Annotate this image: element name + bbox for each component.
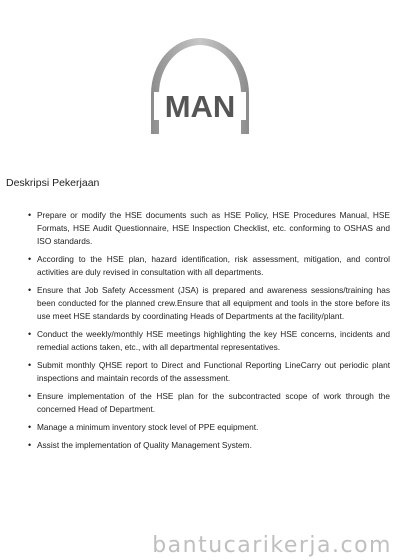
site-watermark: bantucarikerja.com (152, 533, 392, 558)
duty-text: According to the HSE plan, hazard identification, risk assessment, mitigation, and control activities are duly revised in consultation with all departments. (37, 254, 390, 277)
duty-item (28, 439, 390, 452)
bullet: • (28, 360, 32, 370)
bullet: • (28, 285, 32, 295)
bullet: • (28, 329, 32, 339)
bullet: • (28, 391, 32, 401)
man-logo (145, 30, 255, 135)
duty-item (28, 328, 390, 354)
duty-item (28, 359, 390, 385)
bullet: • (28, 440, 32, 450)
bullet: • (28, 210, 32, 220)
duty-text: Ensure implementation of the HSE plan for the subcontracted scope of work through the concerned Head of Department. (37, 391, 390, 414)
bullet: • (28, 254, 32, 264)
duty-text: Submit monthly QHSE report to Direct and Functional Reporting LineCarry out periodic plant inspections and maintain records of the assessment. (37, 360, 390, 383)
duty-text: Ensure that Job Safety Accessment (JSA) is prepared and awareness sessions/training has been conducted for the planned crew.Ensure that all equipment and tools in the store before its use meet HSE standards by coordinating Heads of Departments at the facility/plant. (37, 285, 390, 321)
duty-item (28, 284, 390, 323)
duty-item (28, 421, 390, 434)
duty-item (28, 209, 390, 248)
duty-item (28, 390, 390, 416)
duty-item (28, 253, 390, 279)
duty-text: Manage a minimum inventory stock level of PPE equipment. (37, 422, 259, 432)
duty-text: Prepare or modify the HSE documents such as HSE Policy, HSE Procedures Manual, HSE Formats, HSE Audit Questionnaire, HSE Inspection Checklist, etc. conforming to OSHAS and ISO standards. (37, 210, 390, 246)
man-logo-graphic (145, 30, 255, 135)
duty-text: Conduct the weekly/monthly HSE meetings highlighting the key HSE concerns, incidents and remedial actions taken, etc., with all departmental representatives. (37, 329, 390, 352)
bullet: • (28, 422, 32, 432)
logo-wordmark: MAN (164, 89, 236, 124)
job-duties-list (28, 209, 390, 457)
duty-text: Assist the implementation of Quality Management System. (37, 440, 252, 450)
section-title: Deskripsi Pekerjaan (6, 177, 100, 189)
